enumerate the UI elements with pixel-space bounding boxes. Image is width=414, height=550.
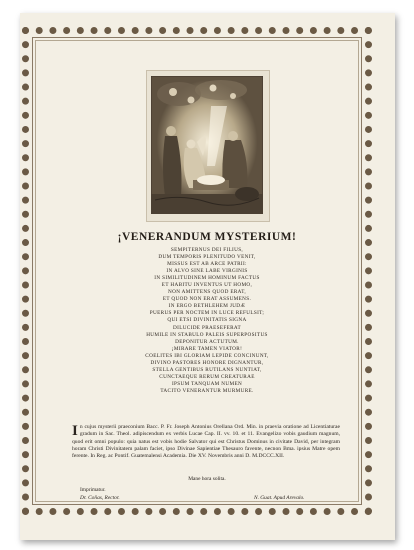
poem-line: QUI ETSI DIVINITATIS SIGNA bbox=[167, 317, 247, 324]
poem-line: NON AMITTENS QUOD ERAT, bbox=[168, 289, 246, 296]
poem-line: SEMPITERNUS DEI FILIUS, bbox=[170, 247, 244, 253]
drop-cap: I bbox=[72, 423, 78, 439]
poem-line: ¡MIRARE TAMEN VIATOR! bbox=[171, 345, 243, 352]
poem-line: DEPONITUR ACTUTUM. bbox=[175, 338, 239, 345]
nativity-engraving bbox=[151, 76, 263, 214]
poem-block bbox=[40, 247, 374, 395]
poem-line: CUNCTAEQUE RERUM CREATURAE bbox=[159, 373, 255, 380]
printer-signature: N. Guat. Apud Arevalo. bbox=[254, 495, 305, 501]
paragraph-text: n cujus mysterii praeconium Bacc. P. Fr. Joseph Antonius Orellana Ord. Min. in praevia oratione ad Licentiaturae gradum in Sac. Theol. adipiscendum ex verbis Lucae Cap. II. vv. 10. et 11. Evangelizo vobis gaudium magnum, quod erit omni populo: quia natus est vobis hodie Salvator qui est Christus Dominus in civitate David, per integram horam Christi Divinitatem palam faciet, ipso Divinae Sapientiae Thesauro favente, necnon Bma. ipsius Matre opem ferente. In Reg. ac Pontif. Guatemalensi Academia. Die XV. Novembris anni D. M.DCCC.XII. bbox=[72, 424, 340, 460]
poem-line: MISSUS EST AB ARCE PATRII: bbox=[167, 261, 247, 268]
poem-line: DILUCIDE PRAESEFERAT bbox=[173, 324, 241, 331]
imprimatur-label: Imprimatur. bbox=[80, 487, 106, 493]
poem-line: TACITO VENERANTUR MURMURE. bbox=[160, 387, 254, 394]
poem-line: DIVINO PASTORES HONORE DIGNANTUR, bbox=[150, 359, 264, 366]
rector-signature: Dr. Coñas, Rector. bbox=[80, 495, 120, 501]
poem-line: IN ERGO BETHLEHEM JUDÆ bbox=[168, 303, 246, 310]
document-title: ¡VENERANDUM MYSTERIUM! bbox=[117, 231, 297, 243]
poem-line: IPSUM TANQUAM NUMEN bbox=[171, 380, 243, 387]
poem-line: HUMILE IN STABULO PALEIS SUPERPOSITUS bbox=[146, 331, 268, 338]
poem-line: DUM TEMPORIS PLENITUDO VENIT, bbox=[158, 254, 256, 261]
poem-line: ET QUOD NON ERAT ASSUMENS. bbox=[162, 296, 252, 303]
announcement-paragraph bbox=[72, 424, 340, 460]
poem-line: ET HABITU INVENTUS UT HOMO, bbox=[161, 282, 253, 289]
closing-line: Mane hora solita. bbox=[188, 476, 226, 482]
poem-line: IN SIMILITUDINEM HOMINUM FACTUS bbox=[154, 275, 260, 282]
poem-line: STELLA GENTIBUS RUTILANS NUNTIAT, bbox=[152, 366, 262, 373]
poem-line: PUERUS PER NOCTEM IN LUCE REFULSIT; bbox=[149, 310, 265, 317]
poem-line: IN ALVO SINE LABE VIRGINIS bbox=[166, 268, 248, 275]
poem-line: COELITES IBI GLORIAM LEPIDE CONCINUNT, bbox=[145, 352, 269, 359]
